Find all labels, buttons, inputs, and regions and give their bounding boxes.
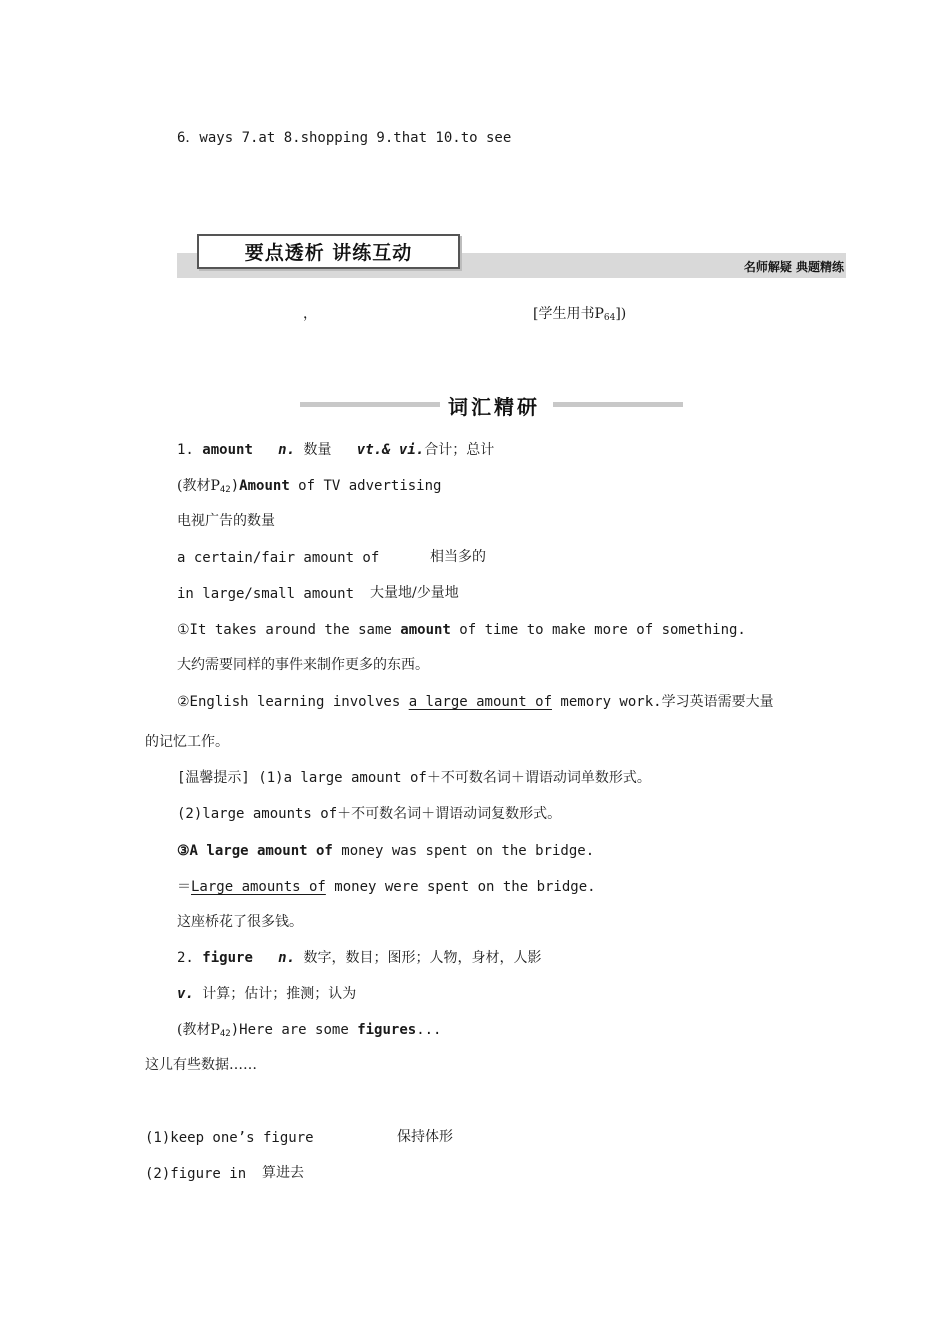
vocab-heading-rule-left: [300, 402, 440, 407]
source-translation: 这儿有些数据……: [145, 1057, 257, 1073]
meta-comma: ，: [303, 306, 317, 322]
part-of-speech: vt.& vi.: [356, 442, 425, 458]
definition: 计算；估计；推测；认为: [202, 986, 357, 1002]
textbook-reference: [533, 305, 626, 327]
phrase-cn: 相当多的: [430, 549, 486, 565]
source-prefix: (教材P: [177, 478, 220, 494]
headword: figure: [202, 950, 253, 966]
usage-tip: [温馨提示] (1)a large amount of＋不可数名词＋谓语动词单数形式。: [177, 770, 651, 786]
ref-prefix: [学生用书P: [533, 306, 604, 322]
vocab-heading: 词汇精研: [448, 395, 540, 419]
answers-line: 6．ways 7.at 8.shopping 9.that 10.to see: [177, 130, 512, 146]
equals-sign: ＝: [177, 879, 191, 895]
phrase-cn: 保持体形: [397, 1129, 453, 1145]
example-text: memory work.学习英语需要大量: [552, 694, 774, 710]
part-of-speech: v.: [177, 986, 194, 1002]
source-text: of TV advertising: [289, 478, 442, 494]
example-sentence: [177, 693, 774, 711]
example-text: money were spent on the bridge.: [325, 879, 596, 895]
source-page: 42: [219, 1029, 231, 1039]
textbook-source: [177, 477, 441, 499]
ref-suffix: ]): [615, 306, 627, 322]
example-underlined: Large amounts of: [191, 879, 326, 895]
phrase-en: (1)keep one’s figure: [145, 1130, 314, 1146]
phrase-cn: 大量地/少量地: [370, 585, 459, 601]
example-translation: 这座桥花了很多钱。: [177, 914, 303, 930]
phrase-en: (2)figure in: [145, 1166, 247, 1182]
source-text: Here are some: [239, 1022, 358, 1038]
entry-figure-verb: [177, 985, 356, 1003]
headword: amount: [202, 442, 253, 458]
source-translation: 电视广告的数量: [177, 513, 275, 529]
section-banner-subtitle: 名师解疑 典题精练: [743, 260, 844, 274]
phrase-en: a certain/fair amount of: [177, 550, 380, 566]
phrase-en: in large/small amount: [177, 586, 355, 602]
phrase-cn: 算进去: [262, 1165, 304, 1181]
definition: 数量: [303, 442, 332, 458]
section-banner-title: 要点透析 讲练互动: [197, 234, 460, 269]
vocab-heading-rule-right: [553, 402, 683, 407]
source-headword: figures: [357, 1022, 417, 1038]
source-text: ...: [416, 1022, 442, 1038]
definition: 合计；总计: [424, 442, 495, 458]
example-text: of time to make more of something.: [450, 622, 746, 638]
entry-number: 2.: [177, 950, 203, 966]
source-headword: Amount: [239, 478, 290, 494]
source-close: ): [230, 1022, 240, 1038]
example-sentence: [177, 621, 746, 639]
example-sentence: [177, 878, 596, 896]
definition: 数字，数目；图形；人物，身材，人影: [303, 950, 542, 966]
part-of-speech: n.: [278, 950, 296, 966]
example-translation: 大约需要同样的事件来制作更多的东西。: [177, 657, 429, 673]
source-close: ): [230, 478, 240, 494]
source-page: 42: [219, 485, 231, 495]
example-continuation: 的记忆工作。: [145, 734, 229, 750]
source-prefix: (教材P: [177, 1022, 220, 1038]
example-text: ②English learning involves: [177, 694, 409, 710]
example-sentence: [177, 842, 594, 860]
example-keyword: amount: [400, 622, 451, 638]
entry-number: 1.: [177, 442, 203, 458]
entry-figure-headword: [177, 949, 541, 967]
usage-tip: (2)large amounts of＋不可数名词＋谓语动词复数形式。: [177, 806, 562, 822]
example-text: ①It takes around the same: [177, 622, 401, 638]
example-keyword: ③A large amount of: [177, 843, 333, 859]
part-of-speech: n.: [278, 442, 296, 458]
example-text: money was spent on the bridge.: [332, 843, 595, 859]
ref-page: 64: [603, 313, 616, 323]
textbook-source: [177, 1021, 442, 1043]
example-underlined: a large amount of: [408, 694, 552, 710]
entry-amount-headword: [177, 441, 494, 459]
